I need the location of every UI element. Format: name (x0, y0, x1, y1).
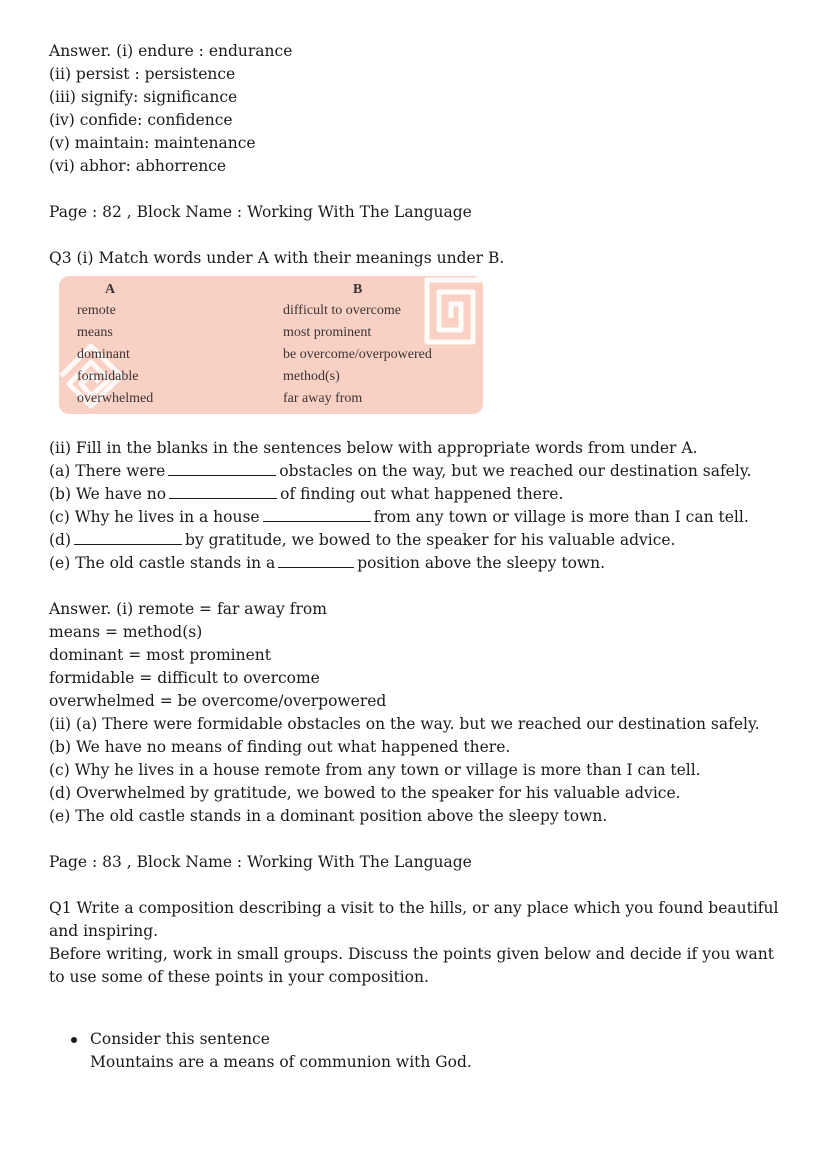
sentence-text: position above the sleepy town. (357, 554, 606, 572)
answer-2-line: (e) The old castle stands in a dominant position above the sleepy town. (49, 807, 608, 825)
answer-2-line: (ii) (a) There were formidable obstacles on the way. but we reached our destination safely. (49, 715, 760, 733)
column-b-item: be overcome/overpowered (283, 347, 432, 362)
bullet-line-1: Consider this sentence (90, 1030, 270, 1048)
column-a-item: overwhelmed (77, 391, 154, 406)
match-column-b (283, 280, 432, 410)
bullet-line-2: Mountains are a means of communion with God. (90, 1053, 472, 1071)
fill-sentence-b (49, 483, 789, 506)
q3-title: Q3 (i) Match words under A with their meanings under B. (49, 249, 505, 267)
sentence-text: obstacles on the way, but we reached our destination safely. (279, 462, 752, 480)
blank-line (278, 553, 354, 568)
column-b-item: far away from (283, 391, 363, 406)
sentence-text: of finding out what happened there. (280, 485, 564, 503)
answer-1-line: (iv) confide: confidence (49, 111, 233, 129)
answer-2-line: (b) We have no means of finding out what happened there. (49, 738, 511, 756)
q1-instructions: Before writing, work in small groups. Discuss the points given below and decide if you want to use some of these points in your composition. (49, 945, 774, 986)
answer-1-line: Answer. (i) endure : endurance (49, 42, 293, 60)
page-reference-83: Page : 83 , Block Name : Working With The Language (49, 853, 472, 871)
match-column-a (77, 280, 153, 410)
blank-line (169, 484, 277, 499)
sentence-text: (e) The old castle stands in a (49, 554, 276, 572)
column-b-item: difficult to overcome (283, 303, 401, 318)
match-table (59, 276, 483, 414)
column-b-item: method(s) (283, 369, 340, 384)
q1-question: Q1 Write a composition describing a visit to the hills, or any place which you found beautiful and inspiring. (49, 899, 779, 940)
page-reference-82: Page : 82 , Block Name : Working With The Language (49, 203, 472, 221)
sentence-text: (b) We have no (49, 485, 167, 503)
sentence-text: (c) Why he lives in a house (49, 508, 260, 526)
fill-intro: (ii) Fill in the blanks in the sentences below with appropriate words from under A. (49, 439, 698, 457)
sentence-text: (a) There were (49, 462, 166, 480)
answer-2-line: (c) Why he lives in a house remote from any town or village is more than I can tell. (49, 761, 701, 779)
blank-line (168, 461, 276, 476)
column-a-item: means (77, 325, 113, 340)
list-item (49, 1028, 789, 1074)
blank-line (74, 530, 182, 545)
column-a-item: dominant (77, 347, 130, 362)
column-b-item: most prominent (283, 325, 372, 340)
answer-2-line: means = method(s) (49, 623, 203, 641)
fill-sentence-c (49, 506, 789, 529)
column-a-header: A (105, 282, 116, 297)
answer-2-line: formidable = difficult to overcome (49, 669, 320, 687)
answer-2-line: overwhelmed = be overcome/overpowered (49, 692, 387, 710)
sentence-text: from any town or village is more than I can tell. (373, 508, 749, 526)
fill-sentence-a (49, 460, 789, 483)
sentence-text: by gratitude, we bowed to the speaker for his valuable advice. (185, 531, 676, 549)
answer-2-block (49, 598, 789, 828)
fill-sentence-d (49, 529, 789, 552)
blank-line (263, 507, 371, 522)
answer-1-block (49, 40, 789, 178)
fill-in-blanks-block (49, 437, 789, 575)
column-a-item: formidable (77, 369, 139, 384)
bullet-icon (71, 1037, 77, 1043)
fill-sentence-e (49, 552, 789, 575)
column-a-item: remote (77, 303, 116, 318)
sentence-text: (d) (49, 531, 72, 549)
answer-2-line: (d) Overwhelmed by gratitude, we bowed to the speaker for his valuable advice. (49, 784, 681, 802)
answer-1-line: (ii) persist : persistence (49, 65, 236, 83)
answer-1-line: (vi) abhor: abhorrence (49, 157, 227, 175)
document-page (49, 40, 789, 1074)
answer-1-line: (v) maintain: maintenance (49, 134, 256, 152)
column-b-header: B (353, 282, 363, 297)
answer-2-line: Answer. (i) remote = far away from (49, 600, 327, 618)
answer-2-line: dominant = most prominent (49, 646, 272, 664)
points-list (49, 1028, 789, 1074)
answer-1-line: (iii) signify: significance (49, 88, 238, 106)
